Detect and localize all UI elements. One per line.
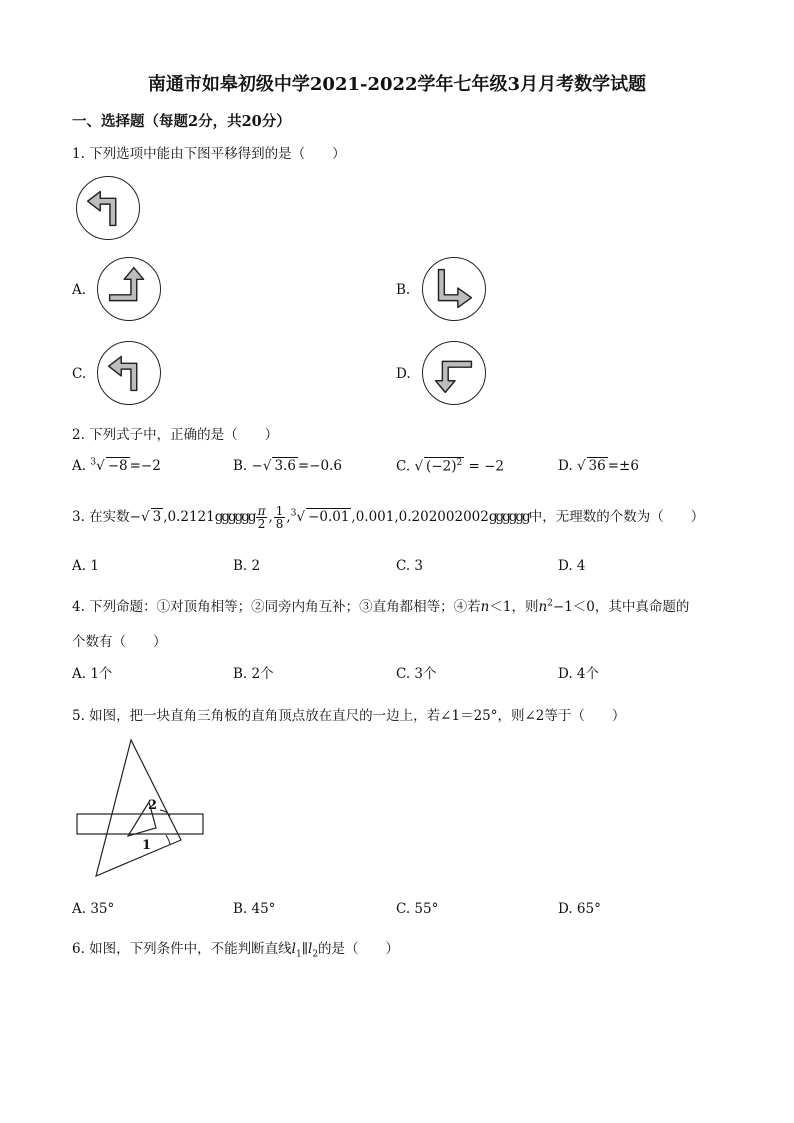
question-5-stem: 5. 如图，把一块直角三角板的直角顶点放在直尺的一边上，若∠1＝25°，则∠2等于（ ） — [72, 708, 626, 724]
angle-2-label: 2 — [148, 798, 158, 813]
option-a-figure[interactable] — [97, 257, 161, 321]
radical-sign: √ — [96, 458, 105, 474]
question-6-stem: 6. 如图，下列条件中，不能判断直线$l_1\parallel l_2$的是（ ） — [72, 941, 400, 960]
question-2-option-a[interactable]: A. $^3$√ −8 =−2 — [72, 457, 161, 474]
radical-sign: √ — [414, 458, 424, 475]
option-a-label: A. — [72, 282, 87, 298]
question-2-option-c[interactable]: C. √ $(-2)^2 = -2$ — [396, 458, 505, 475]
option-c-label: C. — [72, 366, 87, 382]
turn-left-arrow-icon — [98, 342, 160, 404]
radical-sign: √ — [140, 509, 150, 525]
question-5-option-d[interactable]: D. 65° — [558, 901, 601, 917]
option-b-figure[interactable] — [422, 257, 486, 321]
turn-up-arrow-icon — [98, 258, 160, 320]
question-4-stem-line1: 4. 下列命题：①对顶角相等；②同旁内角互补；③直角都相等；④若n＜1，则$n^2-1<0$，其中真命题的 — [72, 598, 690, 615]
question-4-option-d[interactable]: D. 4个 — [558, 666, 600, 682]
option-d-figure[interactable] — [422, 341, 486, 405]
page-title: 南通市如皋初级中学2021-2022学年七年级3月月考数学试题 — [147, 74, 647, 95]
radical-sign: √ — [576, 458, 586, 474]
question-3-option-b[interactable]: B. 2 — [233, 558, 261, 574]
question-3-option-a[interactable]: A. 1 — [72, 558, 99, 574]
question-5-option-c[interactable]: C. 55° — [396, 901, 439, 917]
turn-right-arrow-icon — [423, 258, 485, 320]
reference-arrow-figure — [76, 176, 140, 240]
option-d-label: D. — [396, 366, 411, 382]
question-4-option-b[interactable]: B. 2个 — [233, 666, 274, 682]
radical-sign: √ — [262, 458, 272, 474]
triangle-ruler-figure — [74, 736, 208, 882]
angle-1-label: 1 — [142, 838, 152, 853]
question-4-option-a[interactable]: A. 1个 — [72, 666, 113, 682]
triangle-ruler-diagram — [74, 736, 208, 882]
question-1-stem: 1. 下列选项中能由下图平移得到的是（ ） — [72, 146, 346, 162]
question-4-option-c[interactable]: C. 3个 — [396, 666, 437, 682]
option-b-label: B. — [396, 282, 411, 298]
question-3-stem: 3. 在实数−√ 3 ,0.2121gggggg $\frac{\pi}{2}$ , $\frac{1}{8}$ ,$^3$√ −0.01 ,0.001,0.202002002gggggg中，无理数的个数为（ ） — [72, 504, 705, 531]
question-5-option-b[interactable]: B. 45° — [233, 901, 276, 917]
section-heading: 一、选择题（每题2分，共20分） — [72, 113, 291, 130]
question-3-option-c[interactable]: C. 3 — [396, 558, 424, 574]
question-2-option-d[interactable]: D. √ 36 =±6 — [558, 458, 639, 474]
question-3-option-d[interactable]: D. 4 — [558, 558, 586, 574]
question-4-stem-line2: 个数有（ ） — [72, 634, 167, 650]
question-2-stem: 2. 下列式子中，正确的是（ ） — [72, 427, 279, 443]
question-5-option-a[interactable]: A. 35° — [72, 901, 115, 917]
option-c-figure[interactable] — [97, 341, 161, 405]
question-2-option-b[interactable]: B. −√ 3.6 =−0.6 — [233, 458, 343, 474]
radical-sign: √ — [296, 509, 306, 525]
turn-down-arrow-icon — [423, 342, 485, 404]
turn-left-arrow-icon — [77, 177, 139, 239]
